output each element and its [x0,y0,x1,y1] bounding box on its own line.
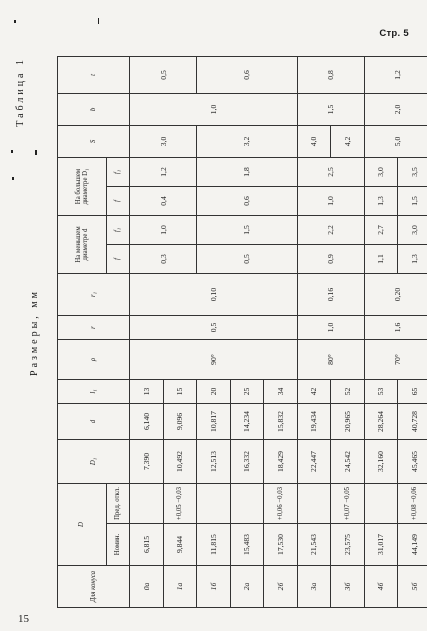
header-t: t [58,56,130,93]
cell-rho-merged: 70° [364,339,427,379]
header-f-large: f [107,186,130,215]
cell-r1-merged: 0,20 [364,273,427,315]
cell-D1: 18,429 [264,439,298,483]
cell-f-large: 0,4 [130,186,197,215]
cell-f-large: 1,3 [364,186,398,215]
cell-b-merged: 1,5 [297,93,364,125]
cell-t: 0,6 [197,56,298,93]
table-row [297,56,331,607]
size-caption: Размеры, мм [29,289,40,376]
cell-d-nominal: 11,815 [197,524,231,566]
cell-f-small: 1,1 [364,244,398,273]
cell-D1: 24,542 [331,439,365,483]
cell-l1: 13 [130,379,164,403]
cell-d-nominal: 15,483 [230,524,264,566]
cell-r-merged: 0,5 [130,315,298,339]
cell-f-large: 1,5 [398,186,427,215]
rotated-table-block [15,57,419,608]
cell-tolerance [197,483,231,523]
cell-S: 3,2 [197,125,298,157]
header-f1-large: f₁ [107,157,130,186]
cell-f1-large: 1,2 [130,157,197,186]
table-row [130,56,164,607]
cell-f-small: 1,3 [398,244,427,273]
scan-mark [14,20,16,23]
cell-rho-merged: 80° [297,339,364,379]
cell-f-large: 0,6 [197,186,298,215]
cell-r-merged: 1,6 [364,315,427,339]
table-caption: Таблица 1 [15,57,26,127]
cell-D1: 22,447 [297,439,331,483]
cell-d: 20,965 [331,403,365,439]
cell-d: 10,817 [197,403,231,439]
cell-d: 40,728 [398,403,427,439]
cell-tolerance: +0,07 −0,05 [331,483,365,523]
header-small-diameter: На меньшем диаметре d [58,215,107,273]
cell-d-nominal: 6,815 [130,524,164,566]
dimensions-table [57,56,427,608]
cell-cone: 1а [163,566,197,608]
cell-r1-merged: 0,16 [297,273,364,315]
cell-rho-merged: 90° [130,339,298,379]
header-rho: ρ [58,339,130,379]
cell-cone: 2а [230,566,264,608]
cell-d: 14,234 [230,403,264,439]
cell-d-nominal: 9,844 [163,524,197,566]
cell-f-small: 0,9 [297,244,364,273]
cell-f1-large: 3,5 [398,157,427,186]
header-r1: r₁ [58,273,130,315]
cell-l1: 65 [398,379,427,403]
cell-tolerance [130,483,164,523]
cell-f1-large: 2,5 [297,157,364,186]
cell-cone: 5б [398,566,427,608]
cell-D1: 12,513 [197,439,231,483]
cell-tolerance [364,483,398,523]
header-large-diameter: На большем диаметре D₁ [58,157,107,215]
header-D: D [58,483,107,565]
cell-f1-small: 2,2 [297,215,364,244]
cell-D1: 7,390 [130,439,164,483]
cell-D1: 16,332 [230,439,264,483]
header-l1: l₁ [58,379,130,403]
cell-d: 15,832 [264,403,298,439]
cell-tolerance [230,483,264,523]
cell-d: 19,434 [297,403,331,439]
cell-cone: 4б [364,566,398,608]
cell-d-nominal: 44,149 [398,524,427,566]
cell-D1: 32,160 [364,439,398,483]
cell-r1-merged: 0,10 [130,273,298,315]
cell-d-nominal: 17,530 [264,524,298,566]
cell-tolerance: +0,06 −0,03 [264,483,298,523]
header-tolerance: Пред. откл. [107,483,130,523]
cell-f1-small: 3,0 [398,215,427,244]
cell-d: 6,140 [130,403,164,439]
cell-f1-small: 1,5 [197,215,298,244]
cell-tolerance: +0,05 −0,03 [163,483,197,523]
header-S: S [58,125,130,157]
cell-f-small: 0,3 [130,244,197,273]
cell-D1: 10,492 [163,439,197,483]
page-number: 15 [18,613,29,625]
scan-mark [98,18,99,24]
cell-f-small: 0,5 [197,244,298,273]
scan-mark [11,150,13,153]
cell-l1: 53 [364,379,398,403]
page-label: Стр. 5 [379,28,409,39]
cell-b-merged: 2,0 [364,93,427,125]
header-d: d [58,403,130,439]
cell-l1: 42 [297,379,331,403]
cell-f1-large: 3,0 [364,157,398,186]
header-r: r [58,315,130,339]
table-row [364,56,398,607]
header-b: b [58,93,130,125]
cell-cone: 1б [197,566,231,608]
cell-tolerance [297,483,331,523]
header-f-small: f [107,244,130,273]
cell-f1-small: 1,0 [130,215,197,244]
cell-b-merged: 1,0 [130,93,298,125]
cell-l1: 52 [331,379,365,403]
cell-S: 5,0 [364,125,427,157]
cell-D1: 45,465 [398,439,427,483]
cell-d-nominal: 31,017 [364,524,398,566]
header-nominal: Номин. [107,524,130,566]
cell-cone: 3б [331,566,365,608]
cell-l1: 15 [163,379,197,403]
cell-S: 3,0 [130,125,197,157]
cell-f1-large: 1,8 [197,157,298,186]
cell-f-large: 1,0 [297,186,364,215]
cell-d: 9,096 [163,403,197,439]
cell-l1: 25 [230,379,264,403]
cell-d-nominal: 21,543 [297,524,331,566]
cell-f1-small: 2,7 [364,215,398,244]
cell-tolerance: +0,08 −0,06 [398,483,427,523]
cell-S: 4,2 [331,125,365,157]
header-D1: D₁ [58,439,130,483]
cell-cone: 2б [264,566,298,608]
scan-mark [12,177,14,180]
cell-t: 0,5 [130,56,197,93]
header-f1-small: f₁ [107,215,130,244]
cell-r-merged: 1,0 [297,315,364,339]
cell-cone: 0а [130,566,164,608]
cell-t: 1,2 [364,56,427,93]
cell-d-nominal: 23,575 [331,524,365,566]
cell-d: 28,264 [364,403,398,439]
cell-cone: 3а [297,566,331,608]
header-cone: Для конуса [58,566,130,608]
cell-l1: 34 [264,379,298,403]
cell-l1: 20 [197,379,231,403]
cell-S: 4,0 [297,125,331,157]
cell-t: 0,8 [297,56,364,93]
